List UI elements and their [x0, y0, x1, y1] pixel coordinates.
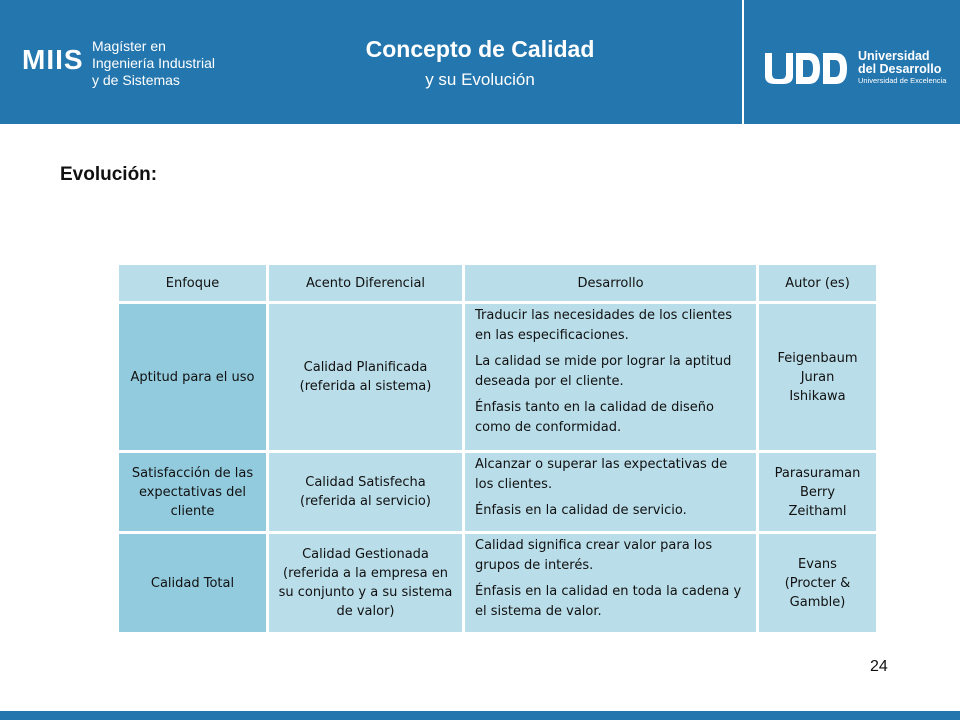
- cell-line: Calidad Satisfecha: [305, 475, 426, 490]
- acento-cell: [268, 303, 464, 452]
- author-name: Juran: [800, 369, 835, 385]
- author-name: Feigenbaum: [777, 350, 858, 366]
- author-name: Zeithaml: [788, 503, 847, 519]
- author-name: Parasuraman: [774, 465, 861, 481]
- autores-cell: [758, 533, 878, 634]
- footer-bar: [0, 711, 960, 720]
- enfoque-cell: Aptitud para el uso: [118, 303, 268, 452]
- program-name: [92, 38, 215, 89]
- university-name: [858, 50, 946, 86]
- author-name: (Procter &: [784, 575, 851, 591]
- author-name: Evans: [798, 556, 837, 572]
- program-line: Magíster en: [92, 38, 166, 54]
- enfoque-cell: Satisfacción de las expectativas del cliente: [118, 452, 268, 533]
- desarrollo-item: Calidad significa crear valor para los grupos de interés.: [475, 538, 713, 573]
- slide-subtitle: y su Evolución: [425, 70, 535, 89]
- cell-line: Calidad Gestionada: [302, 547, 429, 562]
- section-title: Evolución:: [60, 164, 158, 185]
- header-divider: [742, 0, 744, 124]
- table-header-row: [118, 264, 878, 303]
- column-header: Enfoque: [118, 264, 268, 303]
- university-line: del Desarrollo: [858, 62, 942, 76]
- program-line: Ingeniería Industrial: [92, 55, 215, 71]
- enfoque-cell: Calidad Total: [118, 533, 268, 634]
- desarrollo-item: Énfasis en la calidad de servicio.: [475, 503, 687, 518]
- column-header: Autor (es): [758, 264, 878, 303]
- column-header: Desarrollo: [464, 264, 758, 303]
- desarrollo-item: Énfasis en la calidad en toda la cadena y el sistema de valor.: [475, 584, 742, 619]
- cell-line: (referida a la empresa en su conjunto y a su sistema de valor): [278, 566, 453, 619]
- acento-cell: [268, 452, 464, 533]
- page-number: 24: [870, 658, 888, 675]
- acento-cell: [268, 533, 464, 634]
- program-line: y de Sistemas: [92, 72, 180, 88]
- author-name: Ishikawa: [789, 388, 846, 404]
- table-row: [118, 303, 878, 452]
- cell-line: (referida al sistema): [299, 379, 432, 394]
- desarrollo-item: Alcanzar o superar las expectativas de los clientes.: [475, 457, 728, 492]
- desarrollo-cell: [464, 303, 758, 452]
- header-banner: [0, 0, 960, 124]
- author-name: Gamble): [789, 594, 846, 610]
- slide-title: Concepto de Calidad: [365, 36, 595, 62]
- column-header: Acento Diferencial: [268, 264, 464, 303]
- autores-cell: [758, 452, 878, 533]
- desarrollo-item: Traducir las necesidades de los clientes en las especificaciones.: [475, 308, 733, 343]
- table-row: [118, 533, 878, 634]
- desarrollo-cell: [464, 533, 758, 634]
- cell-line: (referida al servicio): [300, 494, 431, 509]
- miis-logo: MIIS: [22, 44, 84, 75]
- table-row: [118, 452, 878, 533]
- author-name: Berry: [799, 484, 836, 500]
- university-line: Universidad: [858, 49, 930, 63]
- udd-logo-icon: [763, 50, 849, 86]
- university-tagline: Universidad de Excelencia: [858, 76, 947, 85]
- desarrollo-cell: [464, 452, 758, 533]
- desarrollo-item: La calidad se mide por lograr la aptitud deseada por el cliente.: [475, 354, 732, 389]
- cell-line: Calidad Planificada: [303, 360, 428, 375]
- evolution-table: [116, 262, 879, 635]
- desarrollo-item: Énfasis tanto en la calidad de diseño como de conformidad.: [475, 400, 715, 435]
- autores-cell: [758, 303, 878, 452]
